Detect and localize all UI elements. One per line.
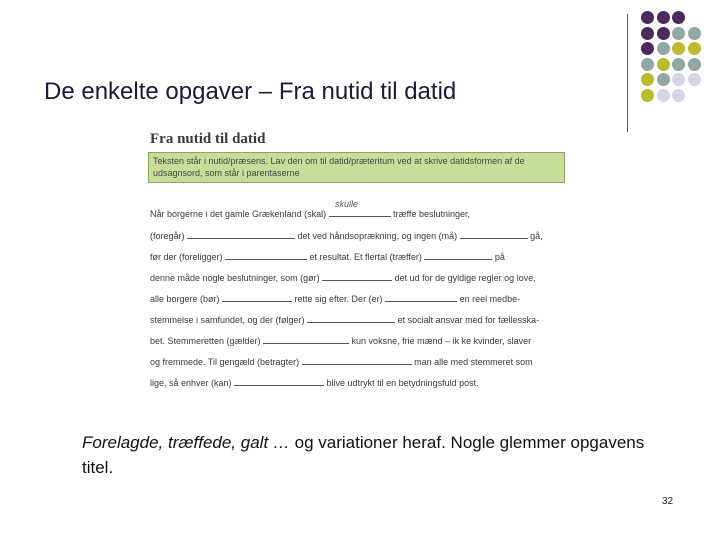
- answer-blank: [385, 292, 457, 302]
- exercise-line: [150, 292, 520, 304]
- instruction-box: [148, 152, 565, 183]
- exercise-text: og fremmede. Til gengæld (betragter): [150, 357, 302, 367]
- exercise-text: kun voksne, frie mænd – ik ke kvinder, slaver: [349, 336, 532, 346]
- handwritten-answer: skulle: [335, 199, 359, 209]
- exercise-text: lige, så enhver (kan): [150, 378, 235, 388]
- exercise-text: før der (foreligger): [150, 252, 226, 262]
- note-italic: Forelagde, træffede, galt …: [82, 433, 290, 452]
- decorative-dot: [657, 58, 670, 71]
- exercise-text: Når borgerne i det gamle Grækenland (skal): [150, 209, 329, 219]
- page-number: 32: [662, 496, 674, 507]
- decorative-dot: [657, 11, 670, 24]
- exercise-text: rette sig efter. Der (er): [292, 294, 386, 304]
- decorative-dot: [641, 58, 654, 71]
- decorative-dot: [641, 11, 654, 24]
- exercise-line: [150, 355, 533, 367]
- answer-blank: [187, 229, 295, 239]
- slide-title: De enkelte opgaver – Fra nutid til datid: [44, 78, 457, 105]
- answer-blank: [460, 229, 528, 239]
- decorative-dot: [672, 27, 685, 40]
- answer-blank: [307, 313, 395, 323]
- decorative-dot: [657, 27, 670, 40]
- exercise-text: (foregår): [150, 231, 188, 241]
- decorative-dot: [672, 89, 685, 102]
- exercise-line: [150, 376, 479, 388]
- answer-blank: [225, 250, 307, 260]
- decorative-dot: [688, 73, 701, 86]
- instruction-text: Teksten står i nutid/præsens. Lav den om til datid/præteritum ved at skrive datidsformen af de udsagnsord, som står i parentaserne: [153, 156, 525, 178]
- exercise-text: et socialt ansvar med for fællesska-: [395, 315, 540, 325]
- note-text: og variationer heraf. Nogle glemmer opgavens titel.: [82, 433, 645, 477]
- exercise-text: gå,: [527, 231, 543, 241]
- exercise-text: træffe beslutninger,: [390, 209, 470, 219]
- exercise-text: alle borgere (bør): [150, 294, 223, 304]
- answer-blank: [322, 271, 392, 281]
- answer-blank: [263, 334, 349, 344]
- decorative-dot: [657, 42, 670, 55]
- exercise-text: stemmelse i samfundet, og der (følger): [150, 315, 308, 325]
- decorative-dot: [688, 27, 701, 40]
- exercise-text: på: [492, 252, 505, 262]
- answer-blank: [234, 376, 324, 386]
- exercise-line: [150, 229, 543, 241]
- exercise-line: [150, 207, 470, 219]
- decorative-dot: [641, 27, 654, 40]
- decorative-dot: [672, 42, 685, 55]
- decorative-dot: [672, 58, 685, 71]
- exercise-text: man alle med stemmeret som: [411, 357, 533, 367]
- decorative-dot: [672, 73, 685, 86]
- decorative-dot: [641, 89, 654, 102]
- exercise-image: [143, 128, 575, 390]
- slide-note: [82, 430, 672, 480]
- decorative-dot: [688, 42, 701, 55]
- answer-blank: [302, 355, 412, 365]
- exercise-text: en reel medbe-: [457, 294, 521, 304]
- exercise-heading: Fra nutid til datid: [150, 131, 266, 147]
- decorative-dot: [657, 73, 670, 86]
- exercise-text: et resultat. Et flertal (træffer): [307, 252, 425, 262]
- exercise-line: [150, 334, 531, 346]
- exercise-line: [150, 250, 505, 262]
- decorative-dot: [641, 42, 654, 55]
- exercise-line: [150, 313, 539, 325]
- decorative-dot: [688, 58, 701, 71]
- decorative-dot-grid: [0, 0, 720, 140]
- answer-blank: [222, 292, 292, 302]
- exercise-text: denne måde nogle beslutninger, som (gør): [150, 273, 323, 283]
- exercise-text: det ved håndsoprækning, og ingen (må): [295, 231, 460, 241]
- decorative-dot: [672, 11, 685, 24]
- answer-blank: [424, 250, 492, 260]
- decorative-dot: [641, 73, 654, 86]
- exercise-line: [150, 271, 536, 283]
- decorative-dot: [657, 89, 670, 102]
- exercise-text: det ud for de gyldige regler og love,: [392, 273, 536, 283]
- exercise-text: blive udtrykt til en betydningsfuld post.: [324, 378, 479, 388]
- exercise-text: bet. Stemmeretten (gælder): [150, 336, 264, 346]
